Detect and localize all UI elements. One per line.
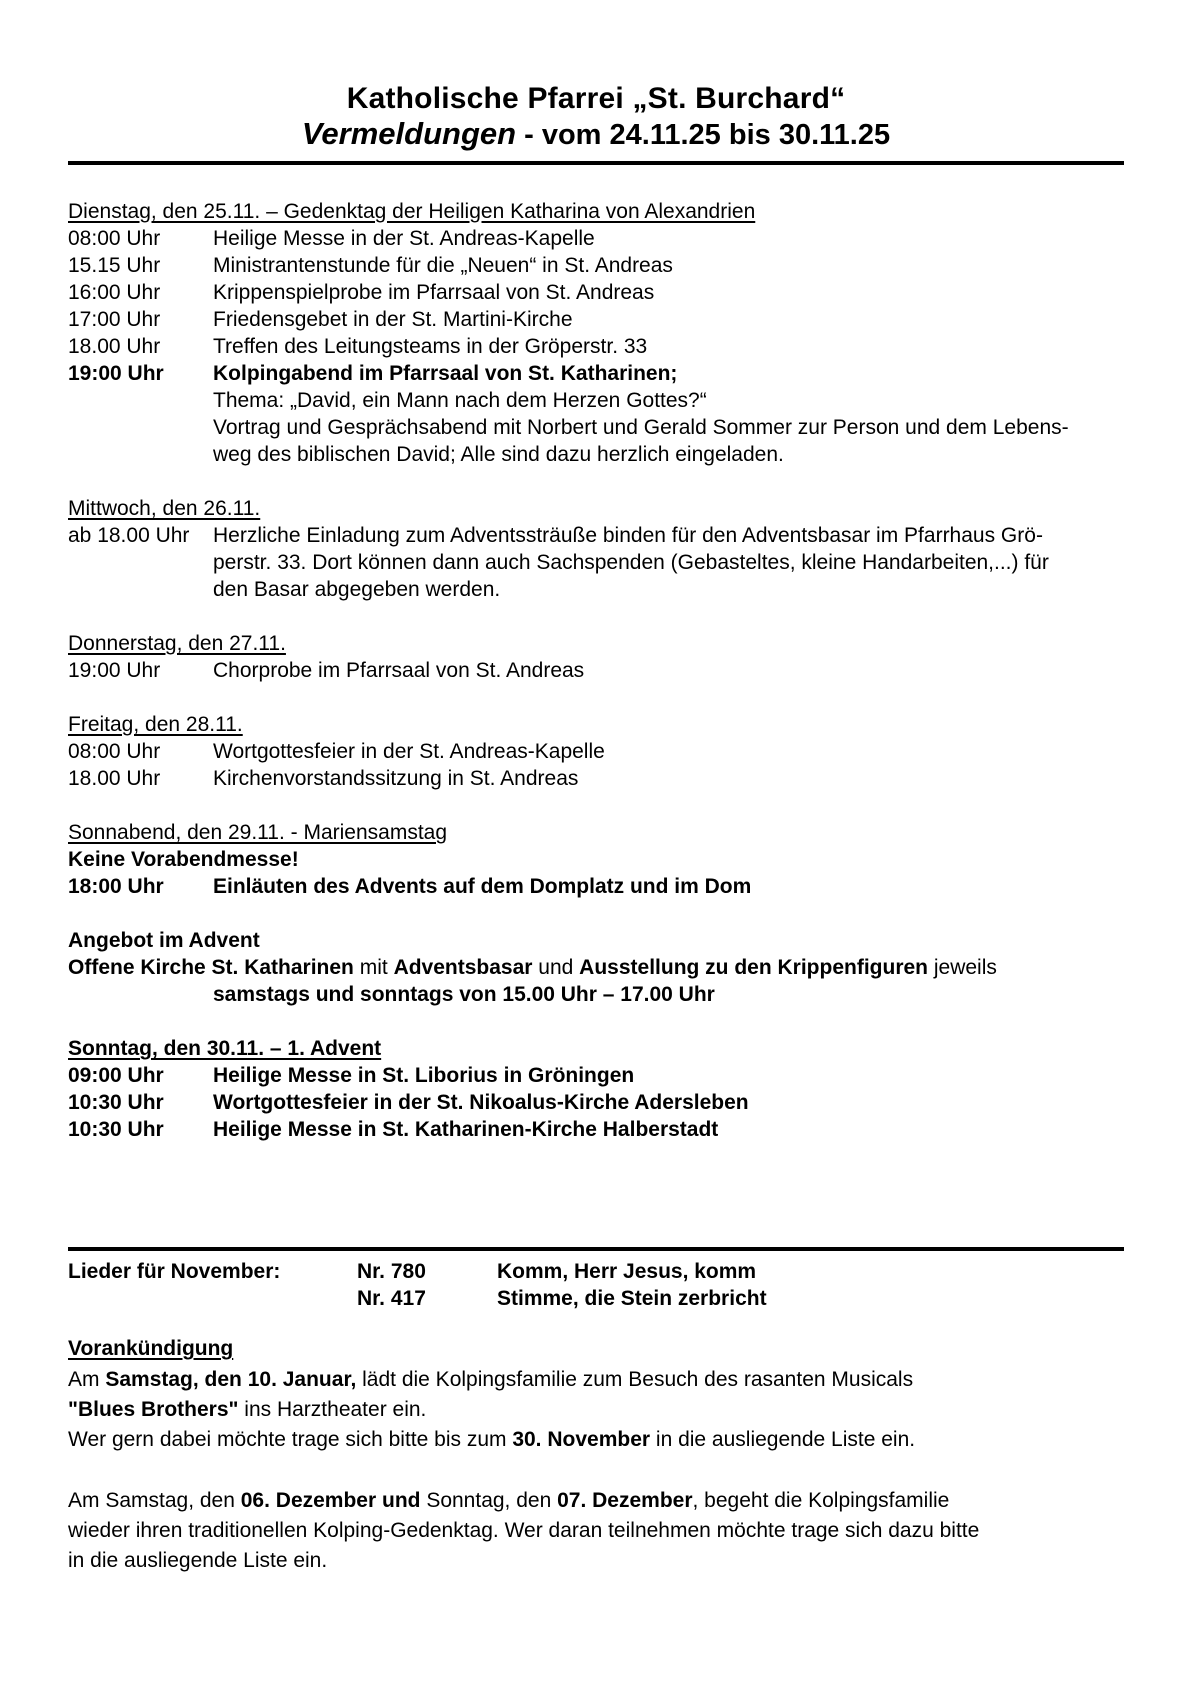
announcement-block — [68, 1335, 1124, 1576]
event-time: 18:00 Uhr — [68, 875, 164, 898]
schedule-row — [68, 873, 1124, 900]
text-segment: , begeht die Kolpingsfamilie — [692, 1489, 950, 1512]
day-heading: Freitag, den 28.11. — [68, 713, 243, 736]
day-heading: Angebot im Advent — [68, 929, 260, 952]
day-heading: Dienstag, den 25.11. – Gedenktag der Heiligen Katharina von Alexandrien — [68, 200, 756, 223]
songs-rule — [68, 1247, 1124, 1251]
schedule-row — [68, 657, 1124, 684]
day-section — [68, 927, 1124, 1008]
event-time: 19:00 Uhr — [68, 659, 161, 682]
schedule-row — [68, 522, 1124, 549]
schedule-row — [68, 1062, 1124, 1089]
schedule-row — [68, 387, 1124, 414]
schedule-row — [68, 954, 1124, 981]
event-description: Einläuten des Advents auf dem Domplatz und im Dom — [213, 875, 752, 898]
subtitle-word: Vermeldungen — [301, 116, 517, 151]
paragraph-line — [68, 1395, 1124, 1425]
event-description: Krippenspielprobe im Pfarrsaal von St. Andreas — [213, 281, 655, 304]
song-title: Komm, Herr Jesus, komm — [497, 1260, 757, 1283]
event-description: Kolpingabend im Pfarrsaal von St. Katharinen; — [213, 362, 678, 385]
songs-label: Lieder für November: — [68, 1260, 281, 1283]
text-segment: Samstag, den 10. Januar, — [105, 1368, 357, 1391]
schedule-row — [68, 441, 1124, 468]
text-segment: Adventsbasar — [393, 956, 533, 979]
text-segment: in die ausliegende Liste ein. — [650, 1428, 916, 1451]
day-heading: Mittwoch, den 26.11. — [68, 497, 261, 520]
text-segment: Am — [68, 1368, 106, 1391]
event-description: Friedensgebet in der St. Martini-Kirche — [213, 308, 573, 331]
schedule-mixed-line — [68, 954, 1124, 981]
day-section — [68, 711, 1124, 792]
text-segment: 07. Dezember — [557, 1489, 693, 1512]
event-description: perstr. 33. Dort können dann auch Sachspenden (Gebasteltes, kleine Handarbeiten,...) für — [213, 551, 1049, 574]
announcement-paragraph — [68, 1486, 1124, 1576]
event-time — [68, 549, 213, 576]
event-time: 10:30 Uhr — [68, 1118, 164, 1141]
day-heading: Sonntag, den 30.11. – 1. Advent — [68, 1037, 382, 1060]
schedule-row — [68, 576, 1124, 603]
event-description: Ministrantenstunde für die „Neuen“ in St. Andreas — [213, 254, 673, 277]
event-time: 09:00 Uhr — [68, 1064, 164, 1087]
text-segment: 30. November — [512, 1428, 651, 1451]
schedule-row — [68, 252, 1124, 279]
day-heading: Sonnabend, den 29.11. - Mariensamstag — [68, 821, 448, 844]
text-segment: wieder ihren traditionellen Kolping-Gedenktag. Wer daran teilnehmen möchte trage sich dazu bitte — [68, 1519, 980, 1542]
event-time — [68, 981, 213, 1008]
schedule-row — [68, 738, 1124, 765]
text-segment: und — [532, 956, 580, 979]
text-segment: in die ausliegende Liste ein. — [68, 1549, 328, 1572]
event-description: Wortgottesfeier in der St. Andreas-Kapelle — [213, 740, 605, 763]
schedule-note: Keine Vorabendmesse! — [68, 848, 299, 871]
day-section — [68, 1035, 1124, 1143]
songs-block — [68, 1258, 1124, 1312]
event-time: 15.15 Uhr — [68, 254, 161, 277]
song-title: Stimme, die Stein zerbricht — [497, 1287, 767, 1310]
schedule-row — [68, 981, 1124, 1008]
text-segment: Offene Kirche St. Katharinen — [68, 956, 354, 979]
schedule-row — [68, 360, 1124, 387]
day-section — [68, 630, 1124, 684]
paragraph-line — [68, 1486, 1124, 1516]
event-description: Treffen des Leitungsteams in der Gröperstr. 33 — [213, 335, 648, 358]
event-time — [68, 387, 213, 414]
event-description: samstags und sonntags von 15.00 Uhr – 17.00 Uhr — [213, 983, 715, 1006]
schedule-row — [68, 846, 1124, 873]
day-section — [68, 198, 1124, 468]
event-description: den Basar abgegeben werden. — [213, 578, 501, 601]
text-segment: Sonntag, den — [420, 1489, 558, 1512]
schedule-row — [68, 1089, 1124, 1116]
text-segment: Am Samstag, den — [68, 1489, 241, 1512]
event-description: Heilige Messe in St. Katharinen-Kirche Halberstadt — [213, 1118, 719, 1141]
song-number: Nr. 417 — [357, 1287, 426, 1310]
event-time: 17:00 Uhr — [68, 308, 161, 331]
schedule — [68, 198, 1124, 1143]
schedule-row — [68, 333, 1124, 360]
paragraph-line — [68, 1546, 1124, 1576]
event-time: 19:00 Uhr — [68, 362, 164, 385]
event-time: 10:30 Uhr — [68, 1091, 164, 1114]
document-header — [68, 82, 1124, 153]
schedule-row — [68, 414, 1124, 441]
announcement-paragraphs — [68, 1365, 1124, 1576]
event-description: Heilige Messe in der St. Andreas-Kapelle — [213, 227, 595, 250]
songs-label — [68, 1285, 357, 1312]
event-time — [68, 576, 213, 603]
page-title: Katholische Pfarrei „St. Burchard“ — [346, 82, 846, 115]
event-time: 08:00 Uhr — [68, 227, 161, 250]
event-description: Vortrag und Gesprächsabend mit Norbert und Gerald Sommer zur Person und dem Lebens- — [213, 416, 1069, 439]
day-section — [68, 495, 1124, 603]
event-time: 18.00 Uhr — [68, 335, 161, 358]
event-description: Chorprobe im Pfarrsaal von St. Andreas — [213, 659, 585, 682]
announcement-paragraph — [68, 1365, 1124, 1455]
schedule-row — [68, 549, 1124, 576]
event-description: weg des biblischen David; Alle sind dazu herzlich eingeladen. — [213, 443, 784, 466]
event-description: Kirchenvorstandssitzung in St. Andreas — [213, 767, 579, 790]
page-subtitle — [68, 116, 1124, 153]
text-segment: "Blues Brothers" — [68, 1398, 239, 1421]
day-heading: Donnerstag, den 27.11. — [68, 632, 286, 655]
event-description: Heilige Messe in St. Liborius in Gröningen — [213, 1064, 635, 1087]
song-row — [68, 1285, 1124, 1312]
event-description: Thema: „David, ein Mann nach dem Herzen Gottes?“ — [213, 389, 707, 412]
schedule-row — [68, 1116, 1124, 1143]
schedule-row — [68, 225, 1124, 252]
schedule-row — [68, 306, 1124, 333]
schedule-row — [68, 765, 1124, 792]
event-description: Wortgottesfeier in der St. Nikoalus-Kirche Adersleben — [213, 1091, 749, 1114]
text-segment: Ausstellung zu den Krippenfiguren — [579, 956, 929, 979]
paragraph-line — [68, 1425, 1124, 1455]
text-segment: lädt die Kolpingsfamilie zum Besuch des rasanten Musicals — [356, 1368, 914, 1391]
announcement-heading: Vorankündigung — [68, 1337, 234, 1360]
text-segment: ins Harztheater ein. — [238, 1398, 427, 1421]
event-time: ab 18.00 Uhr — [68, 524, 190, 547]
event-time: 16:00 Uhr — [68, 281, 161, 304]
schedule-row — [68, 279, 1124, 306]
event-description: Herzliche Einladung zum Adventssträuße binden für den Adventsbasar im Pfarrhaus Grö- — [213, 524, 1043, 547]
text-segment: mit — [353, 956, 394, 979]
header-rule — [68, 161, 1124, 165]
song-row — [68, 1258, 1124, 1285]
text-segment: Wer gern dabei möchte trage sich bitte bis zum — [68, 1428, 513, 1451]
day-section — [68, 819, 1124, 900]
text-segment: 06. Dezember und — [240, 1489, 421, 1512]
paragraph-line — [68, 1365, 1124, 1395]
song-number: Nr. 780 — [357, 1260, 426, 1283]
text-segment: jeweils — [928, 956, 997, 979]
event-time — [68, 414, 213, 441]
event-time: 08:00 Uhr — [68, 740, 161, 763]
paragraph-line — [68, 1516, 1124, 1546]
event-time: 18.00 Uhr — [68, 767, 161, 790]
subtitle-date-range: - vom 24.11.25 bis 30.11.25 — [516, 119, 891, 151]
event-time — [68, 441, 213, 468]
